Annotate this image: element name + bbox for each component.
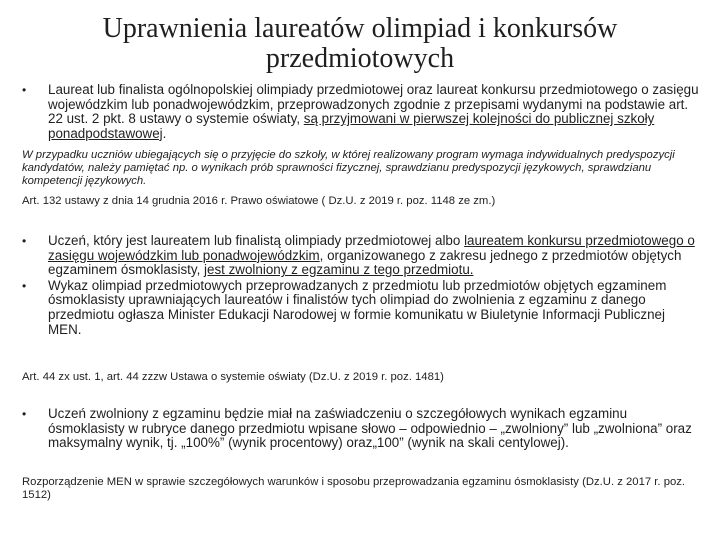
- section-2-source: Art. 44 zx ust. 1, art. 44 zzzw Ustawa o systemie oświaty (Dz.U. z 2019 r. poz. 1481): [22, 371, 444, 383]
- bullet-text-start: Uczeń, który jest laureatem lub finalistą olimpiady przedmiotowej albo: [48, 233, 461, 248]
- bullet-text: Laureat lub finalista ogólnopolskiej olimpiady przedmiotowej oraz laureat konkursu przedmiotowego o zasięgu wojewódzkim lub ponadwojewódzkim, przeprowadzonych zgodnie z przepisami wydanymi na podstawie art. 22 ust. 2 pkt. 8 ustawy o systemie oświaty,: [48, 82, 699, 127]
- bullet-underlined-text: są przyjmowani w pierwszej kolejności do publicznej szkoły ponadpodstawowej: [48, 111, 655, 141]
- note-text: W przypadku uczniów ubiegających się o przyjęcie do szkoły, w której realizowany program wymaga indywidualnych predyspozycji kandydatów, należy pamiętać np. o wynikach prób sprawności fizycznej, sprawdzianu predyspozycji językowych, sprawdzianu kompetencji językowych.: [22, 149, 675, 188]
- section-2-bullet-2: [18, 279, 702, 337]
- section-1-bullets: [18, 83, 702, 141]
- bullet-text-mid: , organizowanego z zakresu jednego z przedmiotów objętych egzaminem ósmoklasisty,: [48, 247, 682, 278]
- section-1-source: Art. 132 ustawy z dnia 14 grudnia 2016 r. Prawo oświatowe ( Dz.U. z 2019 r. poz. 1148 ze zm.): [22, 195, 496, 207]
- section-1-bullet-1: [18, 83, 702, 141]
- section-3-source: Rozporządzenie MEN w sprawie szczegółowych warunków i sposobu przeprowadzania egzaminu ósmoklasisty (Dz.U. z 2017 r. poz. 1512): [22, 476, 686, 502]
- bullet-marker: •: [22, 234, 27, 248]
- section-3-bullets: [18, 407, 702, 451]
- bullet-text: Wykaz olimpiad przedmiotowych przeprowadzanych z przedmiotu lub przedmiotów objętych egzaminem ósmoklasisty uprawniających laureatów i finalistów tych olimpiad do zwolnienia z egzaminu z danego przedmiotu ogłasza Minister Edukacji Narodowej w formie komunikatu w Biuletynie Informacji Publicznej MEN.: [48, 277, 667, 337]
- bullet-underlined-text-1: laureatem konkursu przedmiotowego o zasięgu wojewódzkim lub ponadwojewódzkim: [48, 233, 695, 263]
- bullet-text: Uczeń zwolniony z egzaminu będzie miał na zaświadczeniu o szczegółowych wynikach egzaminu ósmoklasisty w rubryce danego przedmiotu wpisane słowo – odpowiednio – „zwolniony” lub „zwolniona” oraz maksymalny wynik, tj. „100%” (wynik procentowy) oraz„100” (wynik na skali centylowej).: [48, 406, 692, 451]
- page-title: Uprawnienia laureatów olimpiad i konkursów przedmiotowych: [102, 13, 618, 74]
- section-3-bullet-1: [18, 407, 702, 451]
- bullet-marker: •: [22, 407, 27, 421]
- section-2-bullet-1: [18, 234, 702, 278]
- bullet-underlined-text-2: jest zwolniony z egzaminu z tego przedmiotu.: [204, 262, 474, 278]
- section-1-note: [22, 149, 702, 189]
- bullet-marker: •: [22, 278, 27, 293]
- section-2-bullets: [18, 234, 702, 337]
- bullet-end: .: [162, 125, 167, 141]
- bullet-marker: •: [22, 83, 27, 97]
